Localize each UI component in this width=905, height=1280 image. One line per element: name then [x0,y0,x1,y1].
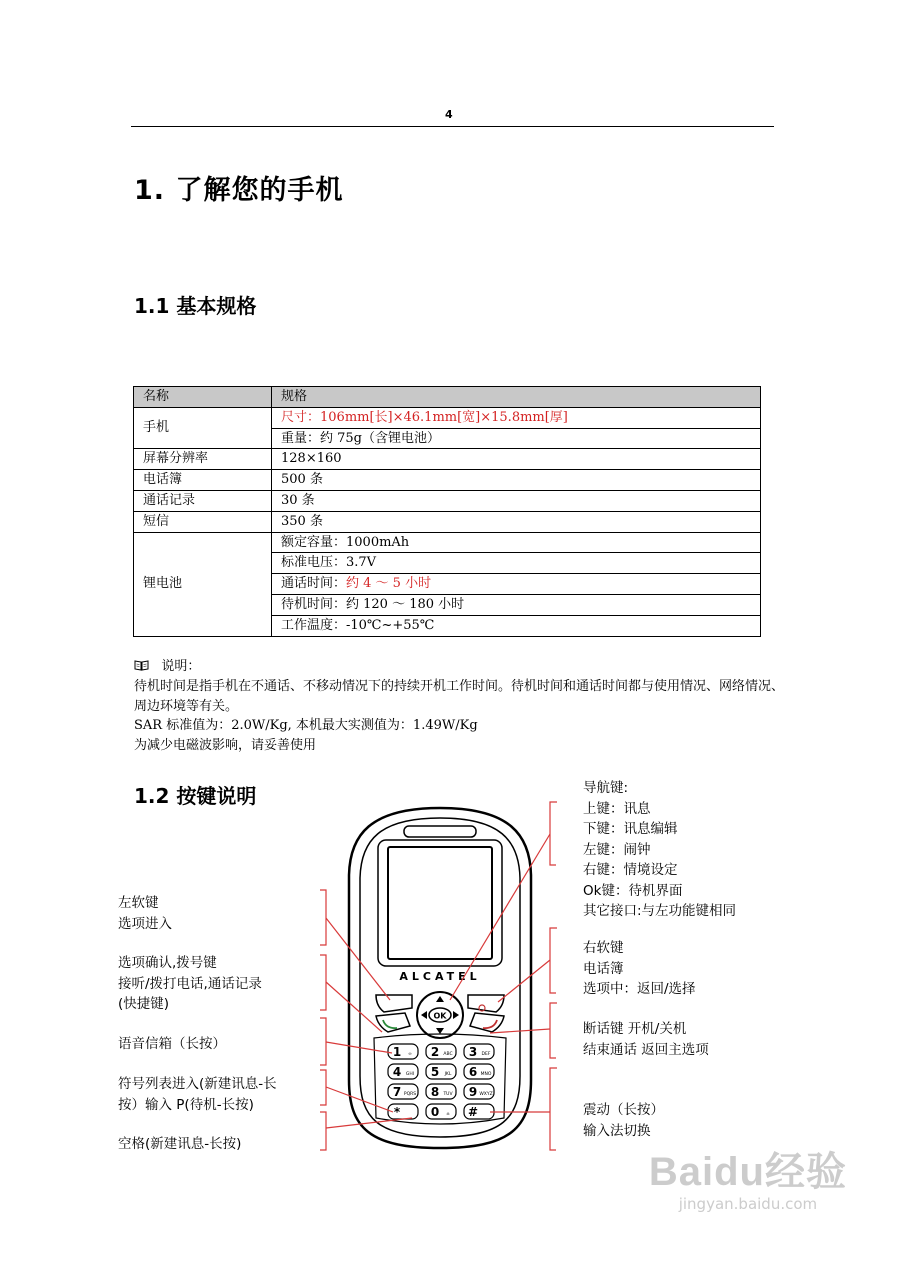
label-line: 导航键: [583,780,629,796]
table-cell-name: 手机 [134,407,272,449]
keypad-key-digit: 4 [392,1065,402,1079]
table-cell-value: 工作温度：-10℃~+55℃ [272,615,761,636]
phone-brand: ALCATEL [399,970,481,983]
table-cell-name: 通话记录 [134,490,272,511]
right-soft-key [468,995,504,1012]
table-cell-name: 电话簿 [134,470,272,491]
voicemail-key-label [118,1034,226,1055]
vibrate-key-label [583,1100,664,1141]
phone-speaker [404,826,476,837]
keypad-key-letters: ABC [443,1052,453,1057]
call-key [376,1013,410,1032]
keypad-key-letters: GHI [405,1072,415,1077]
keypad-key-digit: 2 [430,1045,440,1059]
talk-time-label: 通话时间： [281,576,347,592]
ok-key-label: OK [433,1011,447,1021]
left-soft-key [376,995,412,1012]
table-cell-talk-time [272,574,761,595]
keypad-key-letters: DEF [481,1052,491,1057]
watermark [649,1140,847,1213]
table-cell-value: 额定容量：1000mAh [272,532,761,553]
keypad-key-digit: 3 [468,1045,478,1059]
keypad-key-digit: 0 [430,1105,440,1119]
notes-title: 说明： [161,659,201,674]
table-cell-name: 屏幕分辨率 [134,449,272,470]
notes-sar: SAR 标准值为：2.0W/Kg, 本机最大实测值为：1.49W/Kg [134,718,478,734]
label-line: 空格(新建讯息-长按) [118,1136,242,1152]
end-key-symbol [483,1020,497,1028]
keypad-key-letters: WXYZ [479,1092,493,1097]
left-soft-key-label [118,893,172,934]
keypad-key-digit: 8 [430,1085,440,1099]
table-cell-name: 短信 [134,511,272,532]
book-icon [134,659,149,671]
label-line: 左软键 [118,895,159,911]
keypad-key-letters: PQRS [403,1092,417,1097]
symbol-key-label [118,1074,277,1115]
section-title-keys: 1.2 按键说明 [134,784,257,808]
nav-arrow-left [421,1011,427,1019]
label-line: 符号列表进入(新建讯息-长 [118,1076,277,1092]
label-line: 断话键 开机/关机 [583,1021,687,1037]
keypad-key-digit: # [467,1105,479,1119]
table-header-name: 名称 [134,387,272,408]
label-line: 左键：闹钟 [583,841,651,858]
keypad-key-letters: TUV [443,1092,453,1097]
table-cell-value: 128×160 [272,449,761,470]
keypad-key-letters: ∞ [408,1052,412,1057]
table-cell-value: 500 条 [272,470,761,491]
notes-block [134,657,794,756]
notes-line: 待机时间是指手机在不通话、不移动情况下的持续开机工作时间。待机时间和通话时间都与使用情况、网络情况、周边环境等有关。 [134,678,785,714]
watermark-url: jingyan.baidu.com [678,1195,818,1213]
label-line: 结束通话 返回主选项 [583,1041,709,1058]
table-cell-size: 尺寸：106mm[长]×46.1mm[宽]×15.8mm[厚] [272,407,761,428]
label-line: 下键：讯息编辑 [583,821,678,837]
table-cell-weight: 重量：约 75g（含锂电池） [272,428,761,449]
label-line: 其它接口:与左功能键相同 [583,903,737,919]
nav-arrow-right [453,1011,459,1019]
keypad-key-digit: 7 [392,1085,402,1099]
label-line: 按）输入 P(待机-长按) [118,1096,254,1113]
table-cell-value: 待机时间：约 120 ～ 180 小时 [272,594,761,615]
call-key-symbol [383,1020,397,1028]
phone-illustration [300,780,600,1155]
notes-line: 为减少电磁波影响，请妥善使用 [134,738,317,754]
notes-heading [134,657,794,677]
table-cell-value: 30 条 [272,490,761,511]
label-line: 输入法切换 [583,1122,651,1139]
keypad-key-digit: 6 [468,1065,478,1079]
label-line: 选项确认,拨号键 [118,955,217,971]
phone-keypad [388,1044,494,1119]
nav-arrow-down [436,1028,444,1034]
keypad-key-digit: 5 [430,1065,440,1079]
watermark-logo: Baidu经验 [648,1150,847,1194]
table-cell-name: 锂电池 [134,532,272,636]
table-cell-value: 标准电压：3.7V [272,553,761,574]
nav-arrow-up [436,996,444,1002]
table-cell-value: 350 条 [272,511,761,532]
spec-table [133,386,761,637]
page-number: 4 [445,108,453,121]
keypad-key-letters: ± [446,1112,450,1117]
label-line: 上键：讯息 [583,800,651,817]
keypad-key-digit: * [393,1105,401,1119]
header-rule [131,126,774,127]
keypad-key-digit: 9 [468,1085,478,1099]
keypad-key [388,1104,418,1119]
label-line: 右键：情境设定 [583,862,678,878]
keypad-key-digit: 1 [392,1045,402,1059]
table-header-spec: 规格 [272,387,761,408]
label-line: 语音信箱（长按） [118,1036,226,1052]
label-line: (快捷键) [118,996,170,1012]
end-key [470,1013,504,1032]
phone-screen-bezel [378,840,502,966]
end-key-label [583,1019,709,1060]
label-line: 选项中：返回/选择 [583,981,696,997]
label-line: 选项进入 [118,915,172,932]
label-line: 电话簿 [583,960,624,977]
nav-key-label [583,778,736,922]
right-soft-key-label [583,938,696,1000]
label-line: 震动（长按） [583,1102,664,1118]
keypad-key-letters: JKL [444,1072,452,1077]
label-line: 接听/拨打电话,通话记录 [118,975,262,992]
talk-time-value: 约 4 ～ 5 小时 [346,576,432,592]
keypad-key-letters: MNO [480,1072,492,1077]
space-key-label [118,1134,241,1155]
call-key-label [118,953,262,1015]
chapter-title: 1. 了解您的手机 [134,175,344,206]
label-line: 右软键 [583,940,624,956]
phone-screen [388,847,492,959]
section-title-spec: 1.1 基本规格 [134,294,257,318]
label-line: Ok键：待机界面 [583,882,683,899]
